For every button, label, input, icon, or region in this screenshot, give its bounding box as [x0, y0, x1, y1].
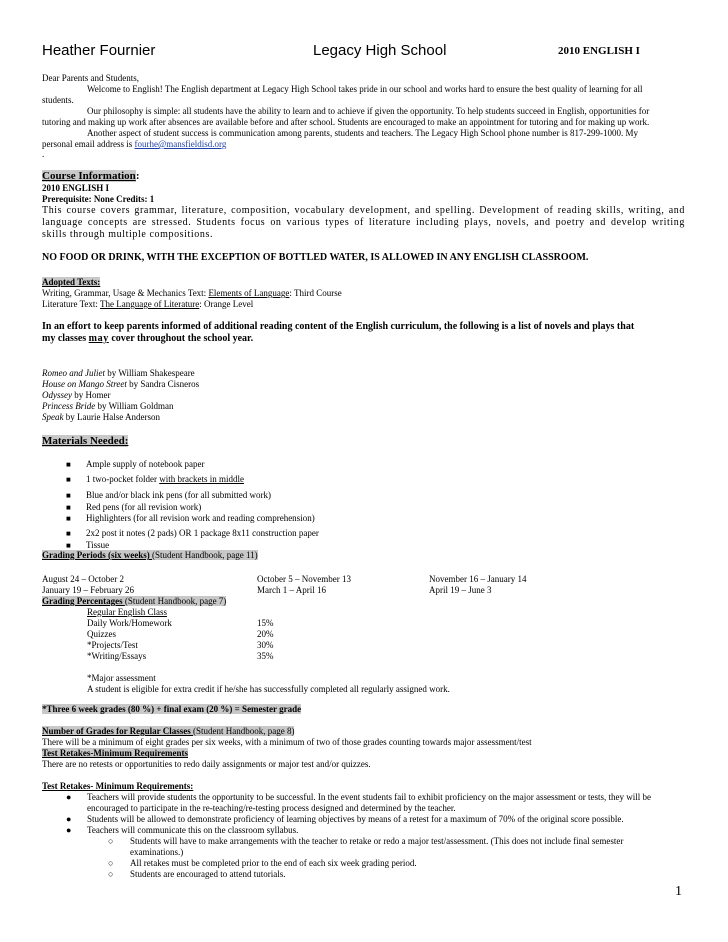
retake-subrule: All retakes must be completed prior to the end of each six week grading period.: [130, 858, 417, 868]
grading-periods-heading-shaded: [42, 550, 258, 560]
literature-text-title: The Language of Literature: [100, 299, 200, 309]
retake-subrule: Students are encouraged to attend tutorials.: [130, 869, 286, 879]
grading-period-date: January 19 – February 26: [42, 585, 134, 595]
retake-subrule-cont: examinations.): [130, 847, 184, 857]
reading-intro-suffix: cover throughout the school year.: [108, 333, 254, 344]
course-desc-line3: skills through multiple compositions.: [42, 229, 214, 240]
retakes-min-text: There are no retests or opportunities to redo daily assignments or major test and/or quizzes.: [42, 759, 371, 769]
letter-p3-line1: Another aspect of student success is communication among parents, students and teachers. The Legacy High School phone number is 817-299-1000. My: [87, 128, 638, 138]
book-author: by William Goldman: [95, 401, 174, 411]
stray-dot: .: [42, 149, 45, 159]
grade-weight: 35%: [257, 651, 274, 661]
book-title: Speak: [42, 412, 64, 422]
grade-weight: 20%: [257, 629, 274, 639]
email-prefix: personal email address is: [42, 139, 135, 149]
material-item: 2x2 post it notes (2 pads) OR 1 package 8x11 construction paper: [86, 528, 319, 538]
num-grades-heading-text: Number of Grades for Regular Classes: [42, 726, 193, 736]
adopted-texts-heading: [42, 277, 100, 288]
writing-text-prefix: Writing, Grammar, Usage & Mechanics Text:: [42, 288, 209, 298]
course-name: 2010 ENGLISH I: [42, 183, 110, 193]
semester-grade-formula: [42, 704, 301, 715]
letter-p3-line2: [42, 139, 226, 150]
literature-text-prefix: Literature Text:: [42, 299, 101, 309]
material-item-underlined: with brackets in middle: [159, 474, 244, 484]
material-item: [86, 474, 244, 485]
email-link[interactable]: fourhe@mansfieldisd.org: [134, 139, 227, 149]
course-info-heading-text: Course Information: [42, 170, 136, 182]
teacher-name: Heather Fournier: [42, 42, 156, 59]
extra-credit-note: A student is eligible for extra credit if he/she has successfully completed all regularly assigned work.: [87, 684, 450, 694]
book-author: by Laurie Halse Anderson: [63, 412, 160, 422]
grade-category: Daily Work/Homework: [87, 618, 172, 628]
bullet-icon: ■: [66, 491, 71, 500]
grade-category: *Projects/Test: [87, 640, 138, 650]
book-author: by Sandra Cisneros: [126, 379, 200, 389]
materials-heading: [42, 435, 128, 448]
writing-text: [42, 288, 342, 299]
grade-category: Quizzes: [87, 629, 116, 639]
retakes-min-heading-text: Test Retakes-Minimum Requirements: [42, 748, 188, 758]
book-item: [42, 412, 160, 423]
grading-periods-ref: (Student Handbook, page 11): [152, 550, 258, 560]
page-number: 1: [675, 884, 682, 899]
grading-percentages-heading: [42, 596, 226, 607]
grading-periods-heading: [42, 550, 258, 561]
course-info-colon: :: [135, 170, 140, 182]
material-item-text: 1 two-pocket folder: [86, 474, 160, 484]
grading-period-date: August 24 – October 2: [42, 574, 124, 584]
retake-subrule: Students will have to make arrangements with the teacher to retake or redo a major test/assessment. (This does not include final semester: [130, 836, 624, 846]
grading-period-date: April 19 – June 3: [429, 585, 492, 595]
grade-weight: 30%: [257, 640, 274, 650]
grading-periods-heading-text: Grading Periods (six weeks): [42, 550, 152, 560]
num-grades-text: There will be a minimum of eight grades per six weeks, with a minimum of two of those grades counting towards major assessment/test: [42, 737, 532, 747]
material-item: Ample supply of notebook paper: [86, 459, 205, 469]
letter-p2-line1: Our philosophy is simple: all students have the ability to learn and to achieve if given the opportunity. To help students succeed in English, opportunities for: [87, 106, 650, 116]
material-item: Red pens (for all revision work): [86, 502, 202, 512]
retake-rule: Students will be allowed to demonstrate proficiency of learning objectives by means of a retest for a maximum of 70% of the original score possible.: [87, 814, 624, 824]
reading-intro-prefix: my classes: [42, 333, 89, 344]
bullet-icon: ■: [66, 475, 71, 484]
writing-text-title: Elements of Language: [208, 288, 290, 298]
book-item: [42, 368, 195, 379]
retakes-req-heading-text: Test Retakes- Minimum Requirements:: [42, 781, 194, 791]
adopted-texts-heading-text: Adopted Texts:: [42, 277, 101, 287]
grading-period-date: March 1 – April 16: [257, 585, 326, 595]
num-grades-ref: (Student Handbook, page 8): [193, 726, 295, 736]
bullet-icon: ■: [66, 514, 71, 523]
bullet-icon: ■: [66, 541, 71, 550]
course-info-heading: [42, 170, 139, 183]
regular-class-label: Regular English Class: [87, 607, 167, 617]
sub-bullet-icon: ○: [108, 836, 114, 846]
retake-rule: Teachers will communicate this on the classroom syllabus.: [87, 825, 299, 835]
sub-bullet-icon: ○: [108, 869, 114, 879]
sub-bullet-icon: ○: [108, 858, 114, 868]
letter-p2-line2: tutoring and making up work after absences are available before and after school. Students are encouraged to make an appointment for tutoring and for making up work.: [42, 117, 650, 127]
bullet-icon: ●: [66, 792, 72, 802]
book-author: by William Shakespeare: [104, 368, 195, 378]
major-assessment-note: *Major assessment: [87, 673, 156, 683]
retake-rule-cont: encouraged to participate in the re-teaching/re-testing process designed and determined by the teacher.: [87, 803, 456, 813]
school-name: Legacy High School: [313, 42, 447, 59]
grading-period-date: November 16 – January 14: [429, 574, 527, 584]
book-title: Romeo and Juliet: [42, 368, 105, 378]
book-title: Odyssey: [42, 390, 72, 400]
semester-grade-text: *Three 6 week grades (80 %) + final exam (20 %) = Semester grade: [42, 704, 302, 714]
bullet-icon: ■: [66, 529, 71, 538]
grading-percentages-heading-shaded: [42, 596, 226, 606]
book-title: House on Mango Street: [42, 379, 127, 389]
book-title: Princess Bride: [42, 401, 96, 411]
bullet-icon: ■: [66, 460, 71, 469]
materials-heading-text: Materials Needed:: [42, 435, 129, 447]
book-item: [42, 401, 173, 412]
material-item: Highlighters (for all revision work and reading comprehension): [86, 513, 315, 523]
grading-period-date: October 5 – November 13: [257, 574, 351, 584]
course-desc-line1: This course covers grammar, literature, composition, vocabulary development, and spelling. Development of reading skills, writing, and: [42, 205, 685, 216]
letter-p1-line1: Welcome to English! The English department at Legacy High School takes pride in our school and works hard to ensure the best quality of learning for all: [87, 84, 643, 94]
greeting: Dear Parents and Students,: [42, 73, 139, 83]
material-item: Blue and/or black ink pens (for all submitted work): [86, 490, 271, 500]
reading-intro-may: may: [88, 333, 109, 344]
bullet-icon: ●: [66, 825, 72, 835]
prerequisite: Prerequisite: None Credits: 1: [42, 194, 155, 204]
book-item: [42, 379, 199, 390]
retakes-min-heading: [42, 748, 188, 759]
retakes-req-heading: [42, 781, 193, 792]
grading-percentages-heading-text: Grading Percentages: [42, 596, 125, 606]
book-item: [42, 390, 111, 401]
reading-intro-line2: [42, 333, 253, 345]
writing-text-suffix: : Third Course: [289, 288, 342, 298]
retake-rule: Teachers will provide students the opportunity to be successful. In the event students fail to exhibit proficiency on the major assessment or tests, they will be: [87, 792, 651, 802]
num-grades-heading-shaded: [42, 726, 294, 736]
book-author: by Homer: [72, 390, 111, 400]
grade-category: *Writing/Essays: [87, 651, 147, 661]
course-desc-line2: language concepts are stressed. Students focus on various types of literature including plays, novels, and poetry and develop writing: [42, 217, 685, 228]
no-food-notice: NO FOOD OR DRINK, WITH THE EXCEPTION OF BOTTLED WATER, IS ALLOWED IN ANY ENGLISH CLASSROOM.: [42, 252, 589, 263]
course-title: 2010 ENGLISH I: [558, 45, 640, 57]
literature-text: [42, 299, 253, 310]
bullet-icon: ■: [66, 503, 71, 512]
bullet-icon: ●: [66, 814, 72, 824]
material-item: Tissue: [86, 540, 110, 550]
literature-text-suffix: : Orange Level: [199, 299, 254, 309]
reading-intro-line1: In an effort to keep parents informed of additional reading content of the English curriculum, the following is a list of novels and plays that: [42, 321, 635, 332]
num-grades-heading: [42, 726, 294, 737]
grade-weight: 15%: [257, 618, 274, 628]
letter-p1-line2: students.: [42, 95, 74, 105]
grading-percentages-ref: (Student Handbook, page 7): [124, 596, 227, 606]
